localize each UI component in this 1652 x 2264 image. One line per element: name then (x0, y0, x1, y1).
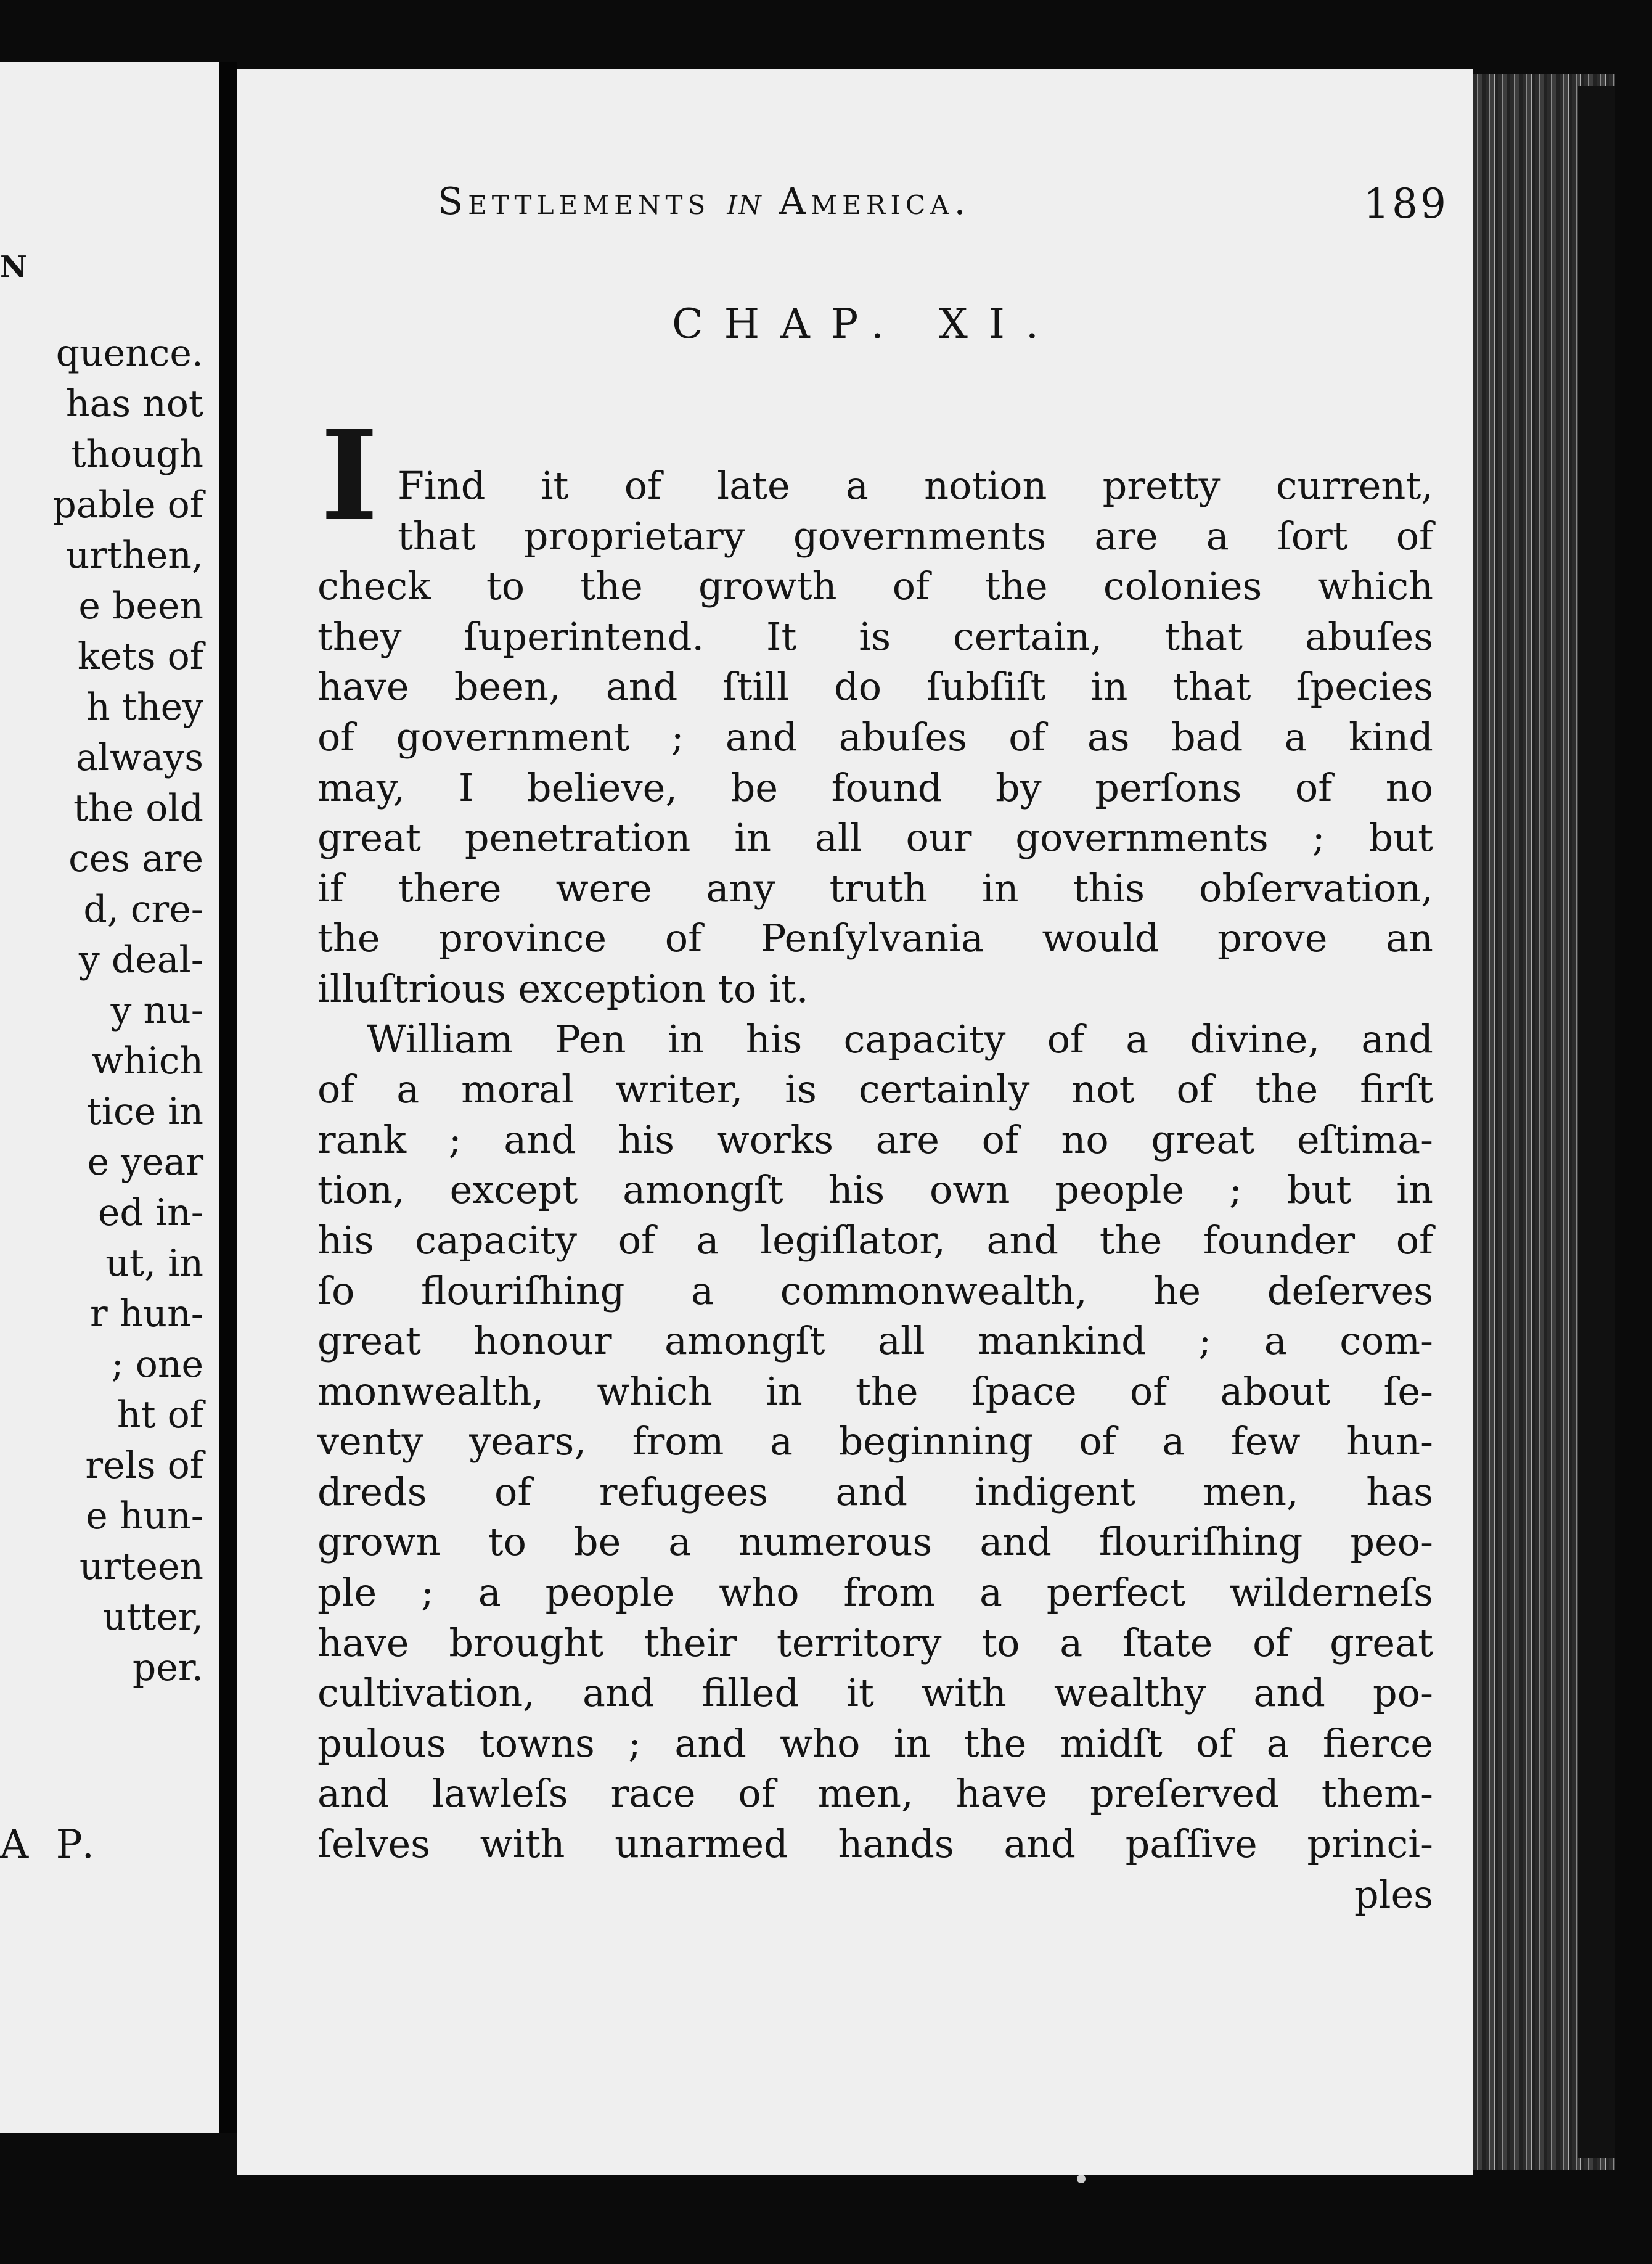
book-gutter (219, 62, 237, 2133)
running-head (438, 180, 1449, 254)
text-line: ſelves with unarmed hands and paſſive princi- (317, 1821, 1433, 1867)
text-line: grown to be a numerous and flouriſhing peo- (317, 1519, 1433, 1565)
page-number: 189 (1364, 180, 1449, 228)
text-line: venty years, from a beginning of a few hun- (317, 1419, 1433, 1464)
text-line: Find it of late a notion pretty current, (398, 463, 1433, 508)
text-line: have been, and ſtill do ſubſiſt in that ſpecies (317, 664, 1433, 710)
left-fragment: e been (78, 584, 203, 628)
left-fragment: utter, (102, 1596, 203, 1639)
chapter-heading: CHAP. XI. (672, 300, 1060, 348)
left-fragment: d, cre- (83, 888, 203, 931)
text-line: great honour amongſt all mankind ; a com- (317, 1318, 1433, 1364)
text-line: cultivation, and filled it with wealthy and po- (317, 1670, 1433, 1716)
body-text (317, 461, 1433, 1919)
left-fragment: ed in- (97, 1191, 203, 1234)
text-line: of government ; and abuſes of as bad a kind (317, 714, 1433, 760)
left-fragment: y deal- (78, 938, 203, 982)
left-fragment: per. (132, 1646, 203, 1689)
left-fragment: urthen, (65, 534, 203, 577)
left-page (0, 62, 219, 2133)
text-line: monwealth, which in the ſpace of about ſe- (317, 1368, 1433, 1414)
text-line: dreds of refugees and indigent men, has (317, 1469, 1433, 1514)
text-line: tion, except amongſt his own people ; but in (317, 1167, 1433, 1213)
text-line: check to the growth of the colonies which (317, 564, 1433, 609)
text-line: his capacity of a legiſlator, and the founder of (317, 1217, 1433, 1263)
drop-cap: I (321, 403, 378, 548)
left-fragment: r hun- (90, 1292, 203, 1335)
text-line: they ſuperintend. It is certain, that abuſes (317, 613, 1433, 659)
left-fragment: ht of (117, 1393, 203, 1437)
text-line: rank ; and his works are of no great eſtima- (317, 1117, 1433, 1162)
left-text-fragments (0, 328, 203, 1693)
text-line: have brought their territory to a ſtate of great (317, 1620, 1433, 1665)
left-running-head-fragment: N (0, 250, 27, 284)
right-page (237, 69, 1473, 2175)
running-title-italic: in (727, 180, 763, 223)
left-fragment: pable of (52, 483, 203, 527)
left-fragment: rels of (85, 1444, 203, 1487)
left-fragment: the old (73, 787, 203, 830)
text-line: illuſtrious exception to it. (317, 966, 809, 1011)
left-fragment: ces are (68, 837, 203, 880)
catchword: ples (1354, 1871, 1433, 1917)
text-line: William Pen in his capacity of a divine, and (367, 1016, 1433, 1062)
book-edge-shadow (1578, 86, 1615, 2158)
text-line: pulous towns ; and who in the midſt of a fierce (317, 1720, 1433, 1766)
text-line: if there were any truth in this obſervation, (317, 865, 1433, 911)
text-line: ple ; a people who from a perfect wilderneſs (317, 1570, 1433, 1615)
left-fragment: though (71, 433, 203, 476)
left-fragment: quence. (55, 332, 203, 375)
scan-speck (1077, 2175, 1086, 2183)
text-line: that proprietary governments are a ſort of (398, 513, 1433, 559)
left-fragment: h they (86, 686, 203, 729)
left-fragment: always (76, 736, 203, 779)
running-title-part2: America. (779, 180, 971, 223)
left-fragment: tice in (86, 1090, 203, 1133)
left-chapter-fragment: A P. (0, 1822, 102, 1868)
left-fragment: e hun- (86, 1495, 203, 1538)
left-fragment: ut, in (105, 1242, 203, 1285)
left-fragment: kets of (77, 635, 203, 678)
running-title (438, 180, 971, 223)
running-title-part1: Settlements (438, 180, 711, 223)
left-fragment: which (91, 1040, 203, 1083)
text-line: the province of Penſylvania would prove an (317, 916, 1433, 961)
left-fragment: urteen (79, 1545, 203, 1588)
text-line: great penetration in all our governments ; but (317, 815, 1433, 861)
left-fragment: y nu- (110, 989, 203, 1032)
text-line: may, I believe, be found by perſons of no (317, 765, 1433, 810)
text-line: of a moral writer, is certainly not of the firſt (317, 1067, 1433, 1112)
text-line: and lawleſs race of men, have preſerved them- (317, 1771, 1433, 1816)
left-fragment: ; one (111, 1343, 203, 1386)
left-fragment: e year (87, 1141, 203, 1184)
left-fragment: has not (65, 382, 203, 425)
text-line: ſo flouriſhing a commonwealth, he deſerves (317, 1268, 1433, 1313)
